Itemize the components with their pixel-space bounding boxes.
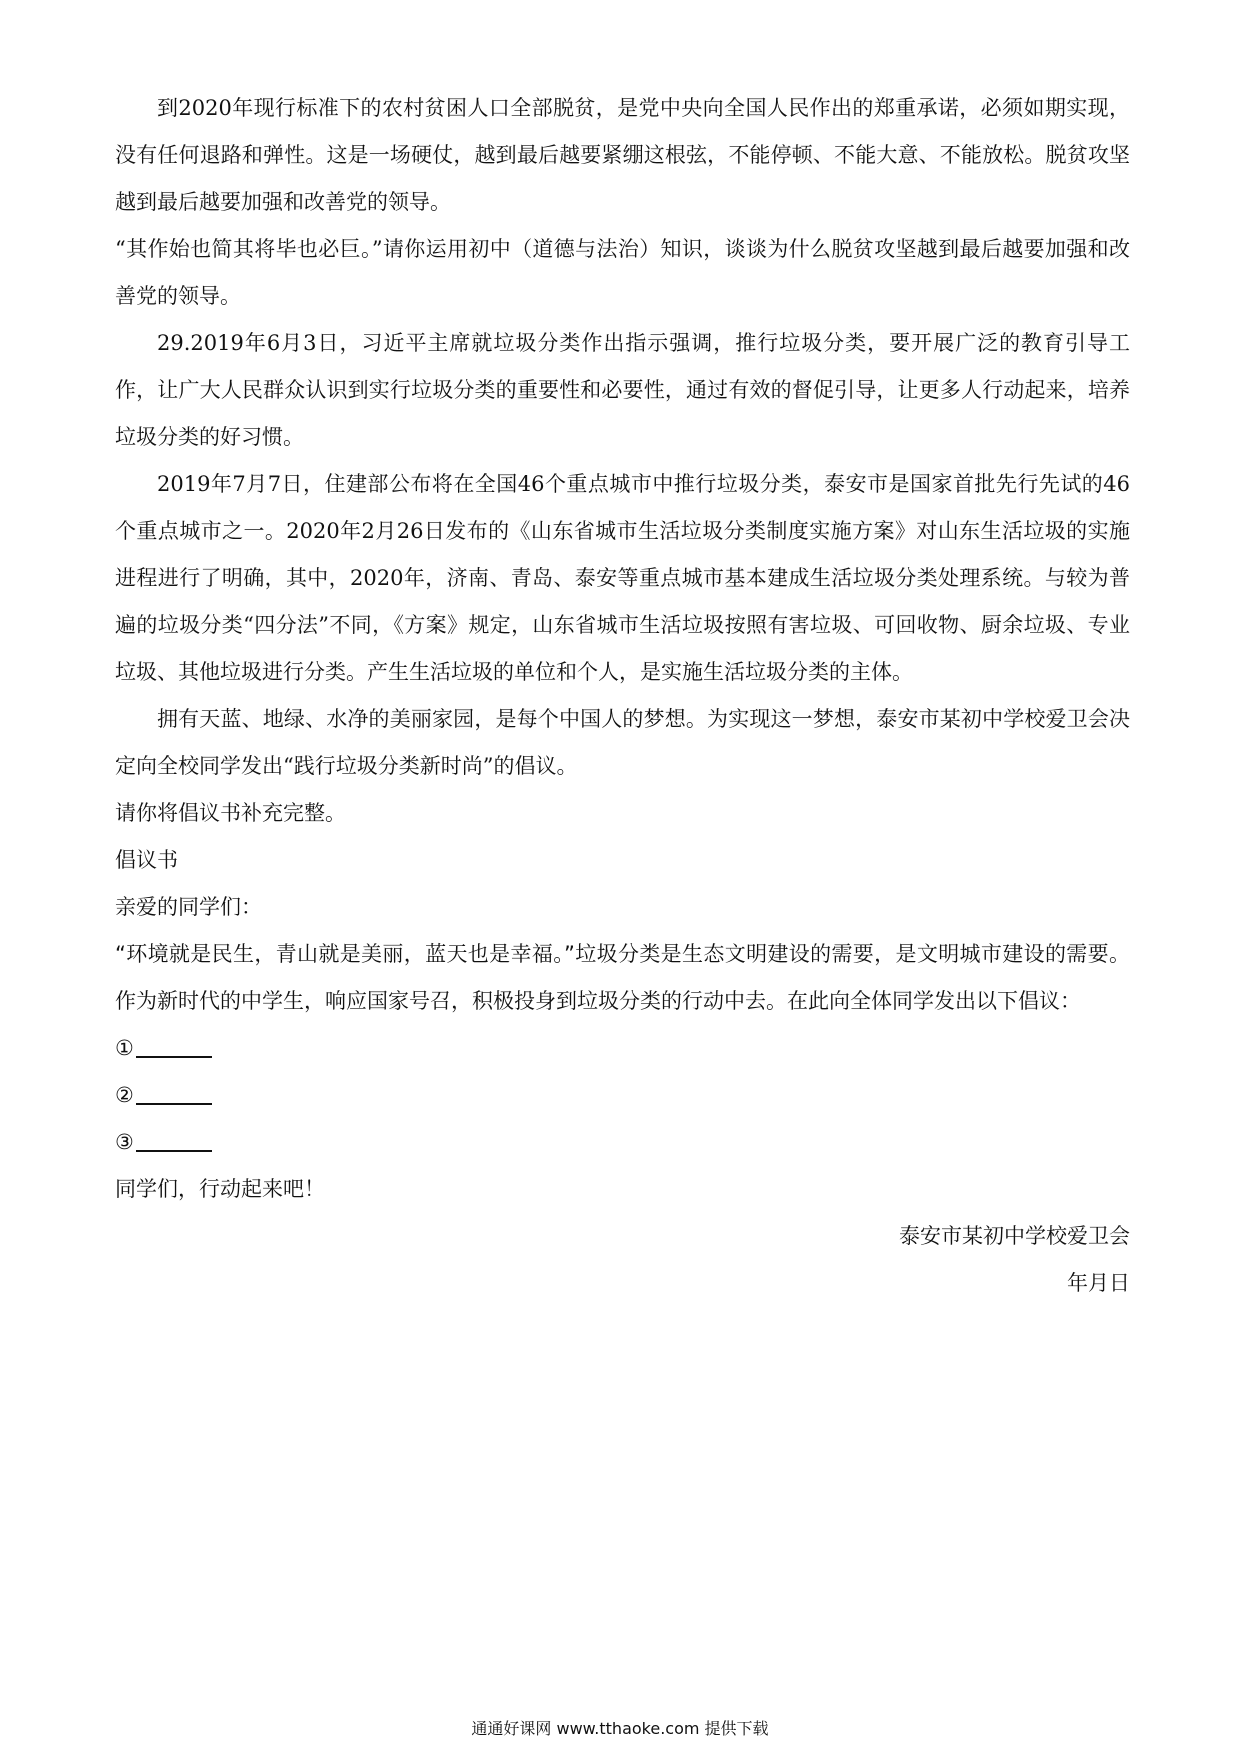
- answer-blank[interactable]: [136, 1103, 212, 1105]
- proposal-item-1: [115, 1025, 1130, 1072]
- paragraph-beautiful-home: 拥有天蓝、地绿、水净的美丽家园，是每个中国人的梦想。为实现这一梦想，泰安市某初中学校爱卫会决定向全校同学发出“践行垃圾分类新时尚”的倡议。: [115, 707, 1130, 778]
- letter-salutation: 亲爱的同学们：: [115, 895, 262, 919]
- item-number: ①: [115, 1036, 134, 1060]
- page-footer: 通通好课网 www.tthaoke.com 提供下载: [471, 1719, 769, 1738]
- paragraph-taian-sorting: 2019年7月7日，住建部公布将在全国46个重点城市中推行垃圾分类，泰安市是国家首批先行先试的46个重点城市之一。2020年2月26日发布的《山东省城市生活垃圾分类制度实施方案》对山东生活垃圾的实施进程进行了明确，其中，2020年，济南、青岛、泰安等重点城市基本建成生活垃圾分类处理系统。与较为普遍的垃圾分类“四分法”不同，《方案》规定，山东省城市生活垃圾按照有害垃圾、可回收物、厨余垃圾、专业垃圾、其他垃圾进行分类。产生生活垃圾的单位和个人，是实施生活垃圾分类的主体。: [115, 472, 1130, 684]
- proposal-item-2: [115, 1072, 1130, 1119]
- paragraph-poverty-intro: 到2020年现行标准下的农村贫困人口全部脱贫，是党中央向全国人民作出的郑重承诺，必须如期实现，没有任何退路和弹性。这是一场硬仗，越到最后越要紧绷这根弦，不能停顿、不能大意、不能放松。脱贫攻坚越到最后越要加强和改善党的领导。: [115, 96, 1130, 214]
- instruction-text: 请你将倡议书补充完整。: [115, 801, 346, 825]
- paragraph-question-party: “其作始也简其将毕也必巨。”请你运用初中（道德与法治）知识，谈谈为什么脱贫攻坚越到最后越要加强和改善党的领导。: [115, 237, 1130, 308]
- item-number: ③: [115, 1130, 134, 1154]
- proposal-item-3: [115, 1119, 1130, 1166]
- letter-closing: 同学们，行动起来吧！: [115, 1177, 325, 1201]
- letter-signature: 泰安市某初中学校爱卫会: [899, 1224, 1130, 1248]
- item-number: ②: [115, 1083, 134, 1107]
- document-content: [115, 85, 1130, 1307]
- answer-blank[interactable]: [136, 1150, 212, 1152]
- answer-blank[interactable]: [136, 1056, 212, 1058]
- letter-date: 年月日: [1067, 1271, 1130, 1295]
- paragraph-question-29: 29.2019年6月3日，习近平主席就垃圾分类作出指示强调，推行垃圾分类，要开展广泛的教育引导工作，让广大人民群众认识到实行垃圾分类的重要性和必要性，通过有效的督促引导，让更多人行动起来，培养垃圾分类的好习惯。: [115, 331, 1130, 449]
- letter-body: “环境就是民生，青山就是美丽，蓝天也是幸福。”垃圾分类是生态文明建设的需要，是文明城市建设的需要。作为新时代的中学生，响应国家号召，积极投身到垃圾分类的行动中去。在此向全体同学发出以下倡议：: [115, 942, 1130, 1013]
- letter-title: 倡议书: [115, 848, 178, 872]
